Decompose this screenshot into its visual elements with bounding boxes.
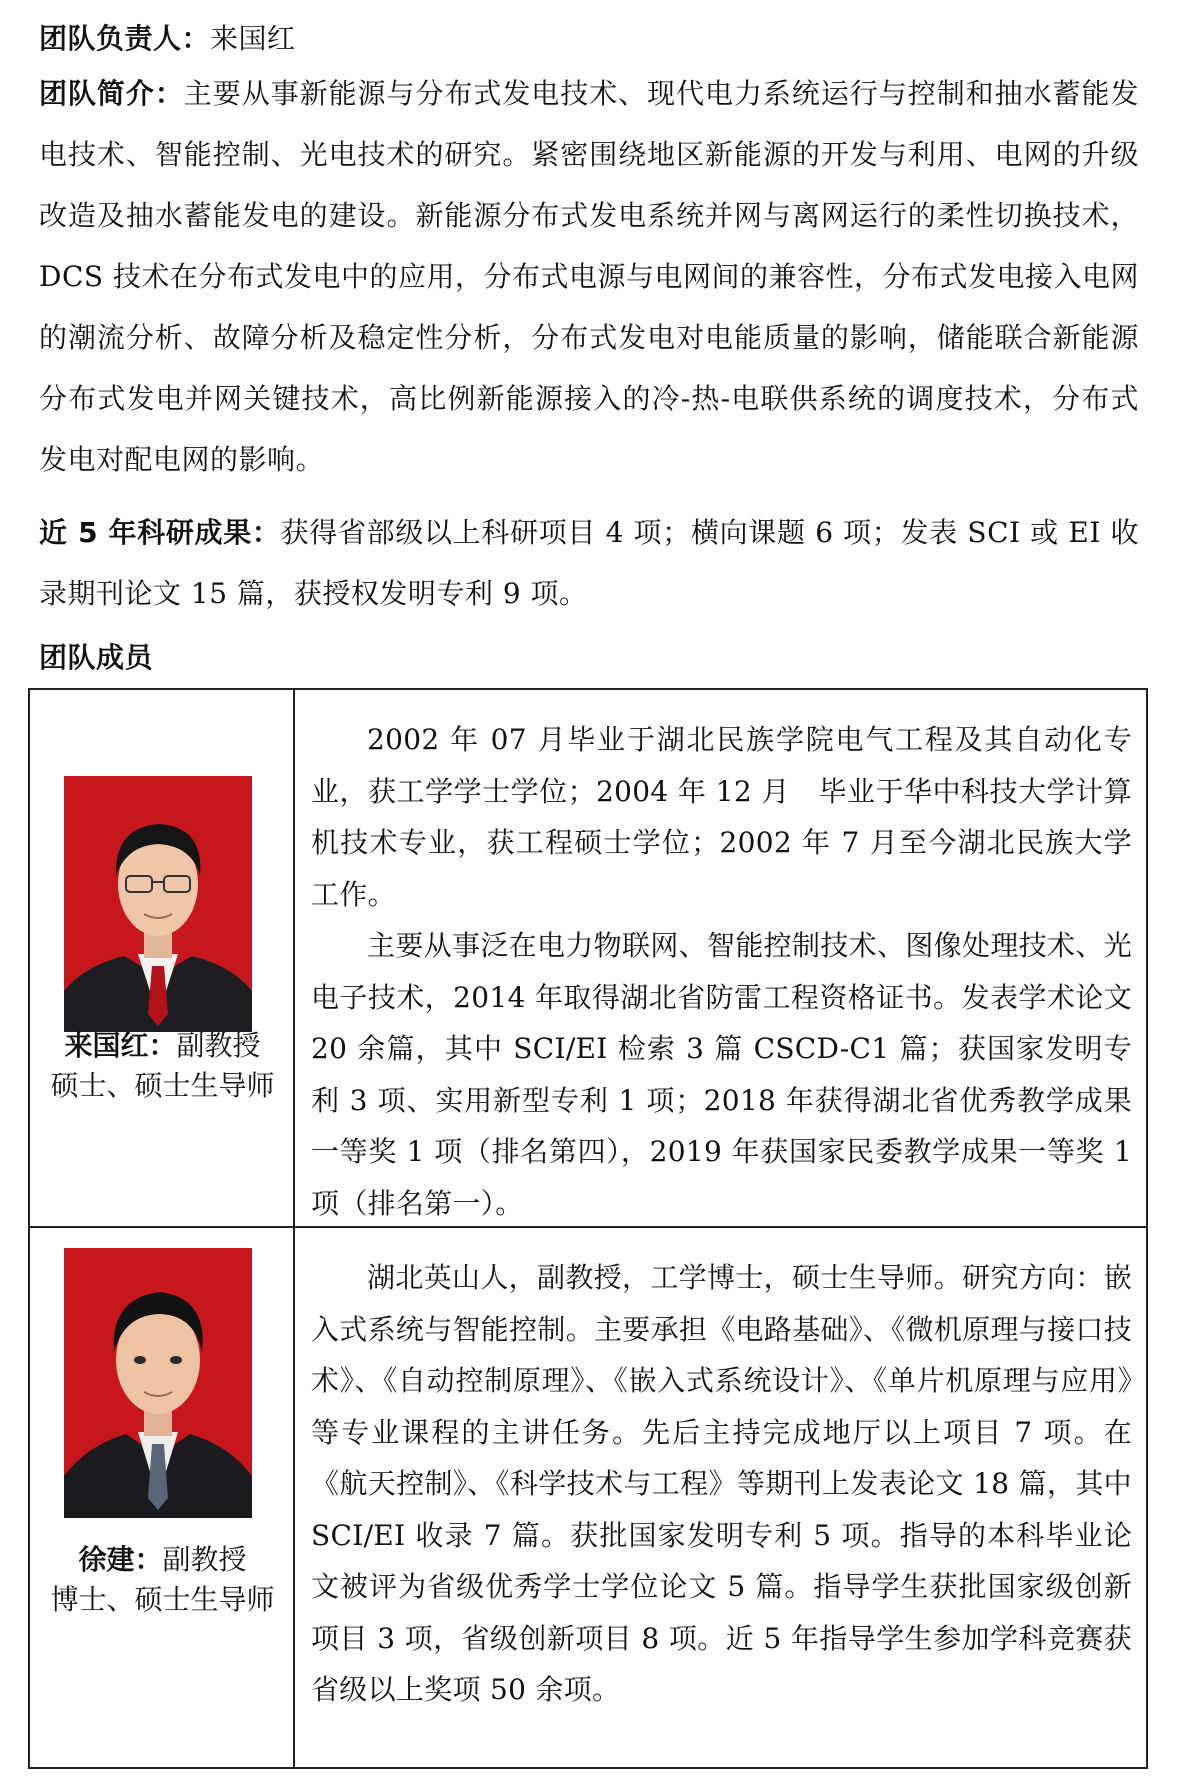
member-profile-cell (30, 690, 295, 1226)
member-row (30, 1228, 1146, 1769)
member-caption (30, 1026, 295, 1106)
achievements-text: 获得省部级以上科研项目 4 项；横向课题 6 项；发表 SCI 或 EI 收录期刊论文 15 篇，获授权发明专利 9 项。 (39, 516, 1139, 610)
team-leader-value: 来国红 (210, 22, 296, 55)
member-title: 副教授 (162, 1543, 247, 1576)
member-title: 副教授 (176, 1029, 261, 1062)
portrait-image (64, 776, 252, 1032)
member-photo (64, 776, 252, 1032)
member-name: 来国红： (64, 1029, 177, 1062)
member-name: 徐建： (78, 1543, 163, 1576)
team-leader-label: 团队负责人： (39, 22, 211, 55)
member-bio-paragraph: 湖北英山人，副教授，工学博士，硕士生导师。研究方向：嵌入式系统与智能控制。主要承担《电路基础》、《微机原理与接口技术》、《自动控制原理》、《嵌入式系统设计》、《单片机原理与应用》等专业课程的主讲任务。先后主持完成地厅以上项目 7 项。在 《航天控制》、《科学技术与工程》等期刊上发表论文 18 篇，其中 SCI/EI 收录 7 篇。获批国家发明专利 5 项。指导的本科毕业论文被评为省级优秀学士学位论文 5 篇。指导学生获批国家级创新项目 3 项，省级创新项目 8 项。近 5 年指导学生参加学科竞赛获省级以上奖项 50 余项。 (311, 1261, 1133, 1706)
member-profile-cell (30, 1228, 295, 1769)
members-heading: 团队成员 (39, 641, 154, 674)
member-degree: 博士、硕士生导师 (50, 1583, 275, 1616)
member-bio-paragraph: 主要从事泛在电力物联网、智能控制技术、图像处理技术、光电子技术，2014 年取得湖北省防雷工程资格证书。发表学术论文 20 余篇，其中 SCI/EI 检索 3 篇 CSCD-C1 篇；获国家发明专利 3 项、实用新型专利 1 项；2018 年获得湖北省优秀教学成果一等奖 1 项（排名第四），2019 年获国家民委教学成果一等奖 1 项（排名第一）。 (311, 929, 1132, 1220)
portrait-image (64, 1248, 252, 1518)
members-table (28, 688, 1148, 1769)
member-bio-cell (295, 690, 1146, 1226)
member-degree: 硕士、硕士生导师 (50, 1069, 275, 1102)
team-intro-label: 团队简介： (39, 77, 184, 110)
member-caption (30, 1540, 295, 1620)
team-intro-text: 主要从事新能源与分布式发电技术、现代电力系统运行与控制和抽水蓄能发电技术、智能控制、光电技术的研究。紧密围绕地区新能源的开发与利用、电网的升级改造及抽水蓄能发电的建设。新能源分布式发电系统并网与离网运行的柔性切换技术，DCS 技术在分布式发电中的应用，分布式电源与电网间的兼容性，分布式发电接入电网的潮流分析、故障分析及稳定性分析，分布式发电对电能质量的影响，储能联合新能源分布式发电并网关键技术，高比例新能源接入的冷-热-电联供系统的调度技术，分布式发电对配电网的影响。 (39, 77, 1139, 476)
research-achievements (39, 502, 1139, 624)
member-row (30, 690, 1146, 1228)
team-leader-line (39, 8, 1139, 69)
member-bio-paragraph: 2002 年 07 月毕业于湖北民族学院电气工程及其自动化专业，获工学学士学位；2004 年 12 月 毕业于华中科技大学计算机技术专业，获工程硕士学位；2002 年 7 月至今湖北民族大学工作。 (311, 723, 1132, 911)
achievements-label: 近 5 年科研成果： (39, 516, 281, 549)
team-intro (39, 63, 1139, 490)
member-bio-cell (295, 1228, 1146, 1769)
member-photo (64, 1248, 252, 1518)
